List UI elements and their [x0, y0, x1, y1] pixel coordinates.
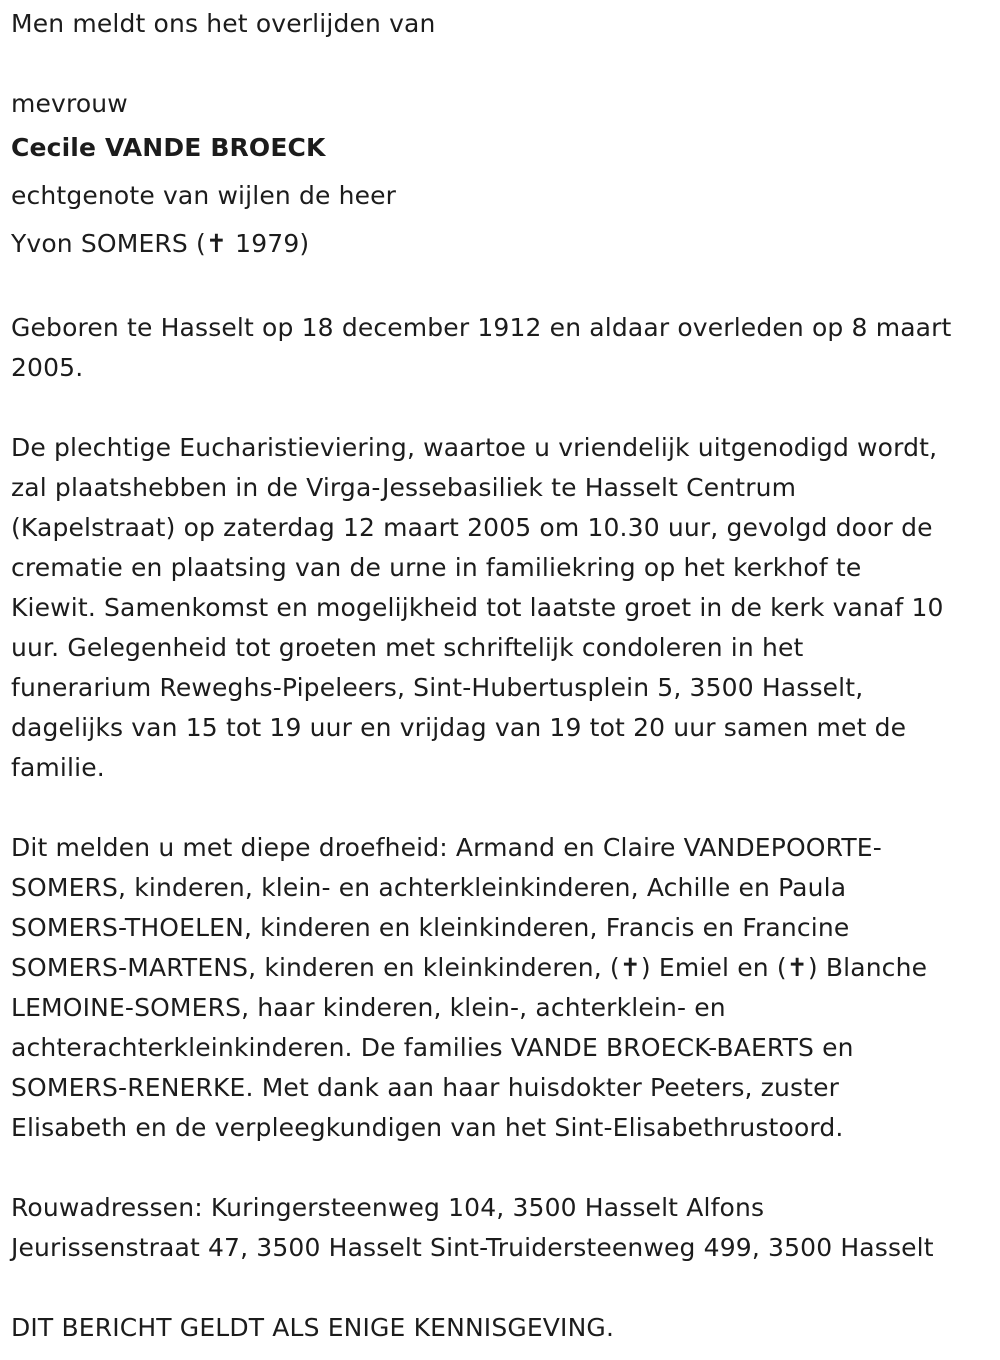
family-line: SOMERS, kinderen, klein- en achterkleinkinderen, Achille en Paula: [11, 873, 847, 902]
title-line: mevrouw: [11, 89, 128, 118]
ceremony-line: De plechtige Eucharistieviering, waartoe u vriendelijk uitgenodigd wordt,: [11, 433, 938, 462]
spacer: [11, 788, 995, 828]
death-notice: [11, 4, 995, 1348]
spacer: [11, 388, 995, 428]
ceremony-line: (Kapelstraat) op zaterdag 12 maart 2005 om 10.30 uur, gevolgd door de: [11, 513, 933, 542]
ceremony-line: dagelijks van 15 tot 19 uur en vrijdag van 19 tot 20 uur samen met de: [11, 713, 907, 742]
closing-line: DIT BERICHT GELDT ALS ENIGE KENNISGEVING.: [11, 1313, 615, 1342]
ceremony-line: familie.: [11, 753, 105, 782]
family-line: Elisabeth en de verpleegkundigen van het Sint-Elisabethrustoord.: [11, 1113, 844, 1142]
ceremony-line: Kiewit. Samenkomst en mogelijkheid tot laatste groet in de kerk vanaf 10: [11, 593, 944, 622]
address-line: Rouwadressen: Kuringersteenweg 104, 3500 Hasselt Alfons: [11, 1193, 765, 1222]
family-paragraph: [11, 828, 995, 1148]
ceremony-line: zal plaatshebben in de Virga-Jessebasiliek te Hasselt Centrum: [11, 473, 797, 502]
spacer: [11, 1148, 995, 1188]
address-line: Jeurissenstraat 47, 3500 Hasselt Sint-Truidersteenweg 499, 3500 Hasselt: [11, 1233, 934, 1262]
spacer: [11, 268, 995, 308]
family-line: SOMERS-THOELEN, kinderen en kleinkinderen, Francis en Francine: [11, 913, 850, 942]
birth-death-paragraph: Geboren te Hasselt op 18 december 1912 en aldaar overleden op 8 maart 2005.: [11, 313, 952, 382]
family-line: SOMERS-RENERKE. Met dank aan haar huisdokter Peeters, zuster: [11, 1073, 840, 1102]
addresses-paragraph: [11, 1188, 995, 1268]
ceremony-paragraph: [11, 428, 995, 788]
spouse-line: echtgenote van wijlen de heer: [11, 181, 397, 210]
family-line: LEMOINE-SOMERS, haar kinderen, klein-, achterklein- en: [11, 993, 726, 1022]
family-line: achterachterkleinkinderen. De families VANDE BROECK-BAERTS en: [11, 1033, 854, 1062]
ceremony-line: funerarium Reweghs-Pipeleers, Sint-Hubertusplein 5, 3500 Hasselt,: [11, 673, 864, 702]
family-line: SOMERS-MARTENS, kinderen en kleinkinderen, (✝) Emiel en (✝) Blanche: [11, 953, 928, 982]
ceremony-line: uur. Gelegenheid tot groeten met schriftelijk condoleren in het: [11, 633, 804, 662]
spacer: [11, 44, 995, 84]
spouse-name: Yvon SOMERS (✝ 1979): [11, 229, 310, 258]
intro-line: Men meldt ons het overlijden van: [11, 9, 436, 38]
ceremony-line: crematie en plaatsing van de urne in familiekring op het kerkhof te: [11, 553, 862, 582]
family-line: Dit melden u met diepe droefheid: Armand en Claire VANDEPOORTE-: [11, 833, 882, 862]
deceased-name: Cecile VANDE BROECK: [11, 133, 326, 162]
spacer: [11, 1268, 995, 1308]
